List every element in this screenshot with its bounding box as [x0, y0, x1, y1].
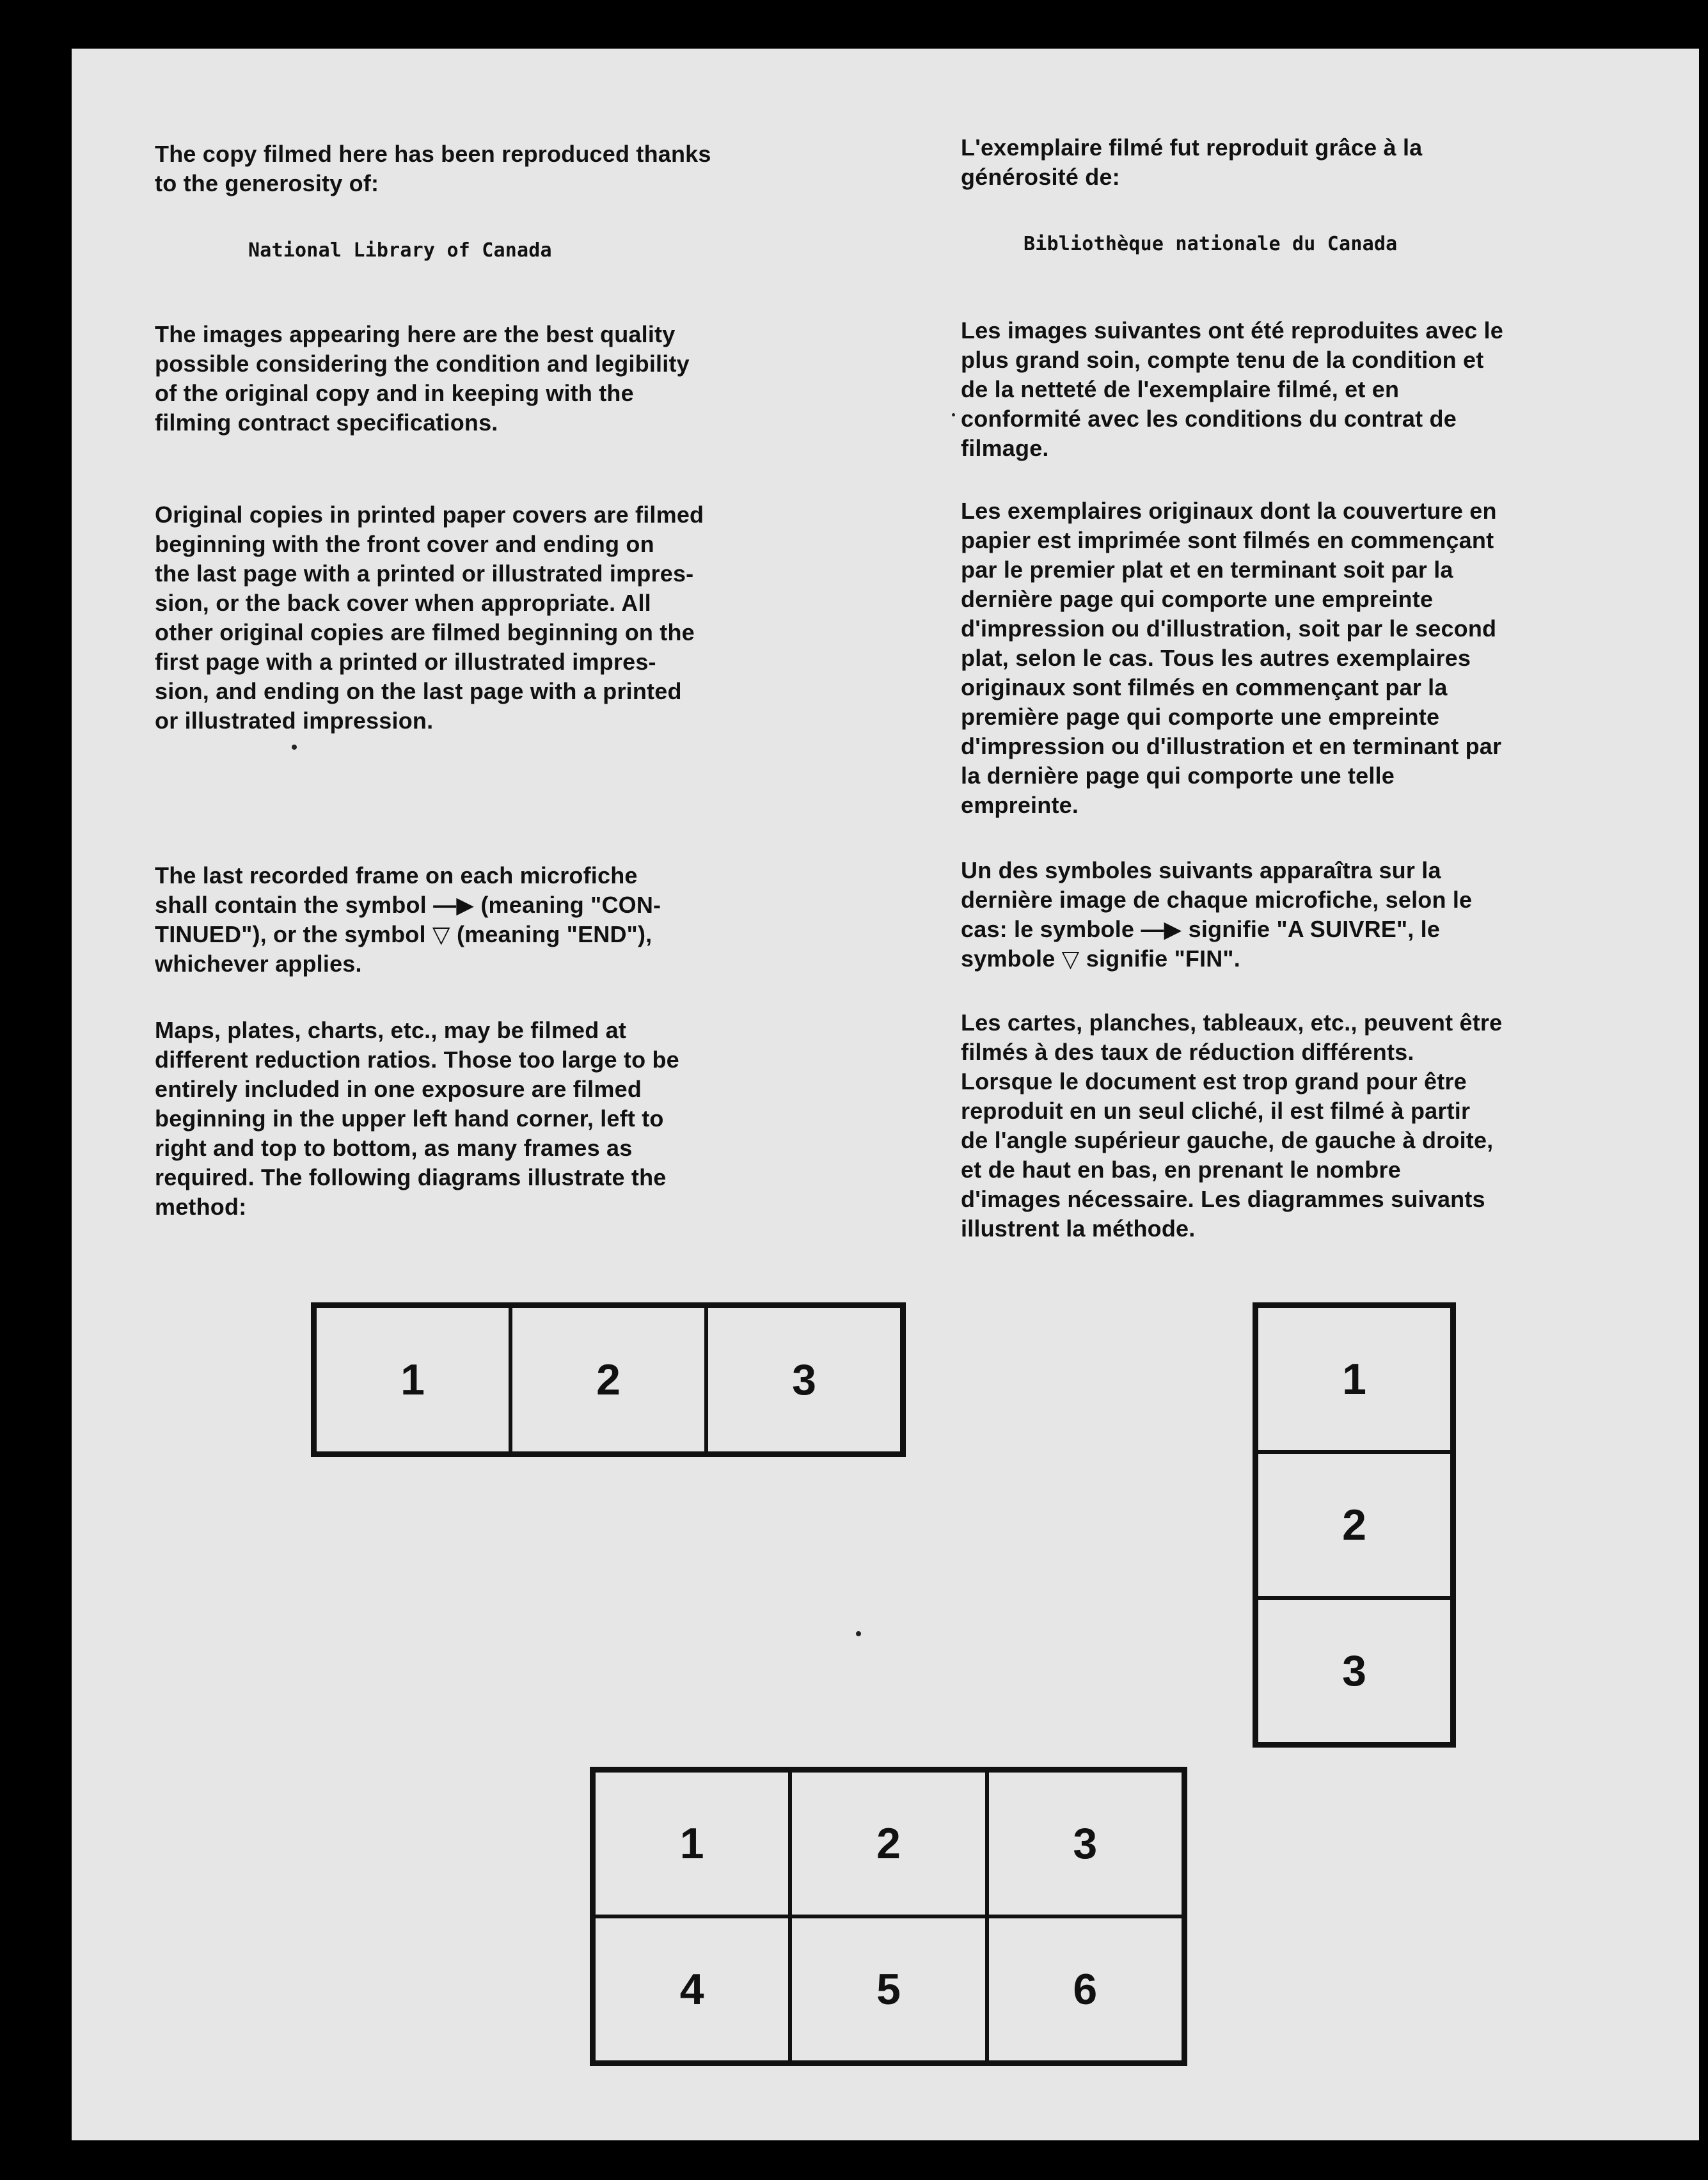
left-maps-paragraph: Maps, plates, charts, etc., may be filmed at different reduction ratios. Those too large to be entirely included in one exposure are filmed beginning in the upper left hand corner, left to right and top to bottom, as many frames as required. The following diagrams illustrate the method: [155, 1017, 679, 1220]
frame-cell: 4 [594, 1916, 790, 2062]
left-institution: National Library of Canada [248, 239, 552, 262]
frame-cell: 1 [315, 1306, 510, 1453]
scan-speck [856, 1631, 861, 1636]
right-institution: Bibliothèque nationale du Canada [1024, 233, 1398, 255]
frame-cell: 2 [1256, 1452, 1452, 1598]
left-intro: The copy filmed here has been reproduced thanks to the generosity of: [155, 141, 711, 196]
frame-cell: 1 [1256, 1306, 1452, 1452]
right-maps-paragraph: Les cartes, planches, tableaux, etc., peuvent être filmés à des taux de réduction différents. Lorsque le document est trop grand pour être reproduit en un seul cliché, il est filmé à partir de l'angle supérieur gauche, de gauche à droite, et de haut en bas, en prenant le nombre d'images nécessaire. Les diagrammes suivants illustrent la méthode. [961, 1009, 1503, 1242]
left-covers-paragraph: Original copies in printed paper covers are filmed beginning with the front cover and ending on the last page with a printed or illustrated impres- sion, or the back cover when appropriate. All other original copies are filmed beginning on the first page with a printed or illustrated impres- sion, and ending on the last page with a printed or illustrated impression. [155, 502, 704, 734]
frame-cell: 2 [790, 1771, 986, 1916]
vertical-frames-diagram [1253, 1302, 1456, 1748]
right-quality-paragraph: Les images suivantes ont été reproduites avec le plus grand soin, compte tenu de la condition et de la netteté de l'exemplaire filmé, et en conformité avec les conditions du contrat de filmage. [961, 317, 1503, 461]
frame-cell: 3 [706, 1306, 902, 1453]
scan-speck [952, 413, 955, 416]
left-quality-paragraph: The images appearing here are the best quality possible considering the condition and legibility of the original copy and in keeping with the filming contract specifications. [155, 321, 690, 436]
right-symbols-paragraph: Un des symboles suivants apparaîtra sur la dernière image de chaque microfiche, selon le cas: le symbole —▶ signifie "A SUIVRE", le symbole ▽ signifie "FIN". [961, 857, 1473, 972]
horizontal-frames-diagram [311, 1302, 906, 1457]
right-covers-paragraph: Les exemplaires originaux dont la couverture en papier est imprimée sont filmés en commençant par le premier plat et en terminant soit par la dernière page qui comporte une empreinte d'impression ou d'illustration, soit par le second plat, selon le cas. Tous les autres exemplaires originaux sont filmés en commençant par la première page qui comporte une empreinte d'impression ou d'illustration et en terminant par la dernière page qui comporte une telle empreinte. [961, 498, 1502, 818]
frame-cell: 2 [510, 1306, 706, 1453]
grid-frames-diagram [590, 1767, 1187, 2066]
filmed-page [72, 49, 1699, 2140]
scan-speck [292, 745, 297, 750]
frame-cell: 3 [987, 1771, 1183, 1916]
right-intro: L'exemplaire filmé fut reproduit grâce à la générosité de: [961, 134, 1423, 190]
frame-cell: 3 [1256, 1598, 1452, 1744]
left-symbols-paragraph: The last recorded frame on each microfiche shall contain the symbol —▶ (meaning "CON- TINUED"), or the symbol ▽ (meaning "END"), whichever applies. [155, 862, 661, 977]
frame-cell: 1 [594, 1771, 790, 1916]
frame-cell: 6 [987, 1916, 1183, 2062]
frame-cell: 5 [790, 1916, 986, 2062]
